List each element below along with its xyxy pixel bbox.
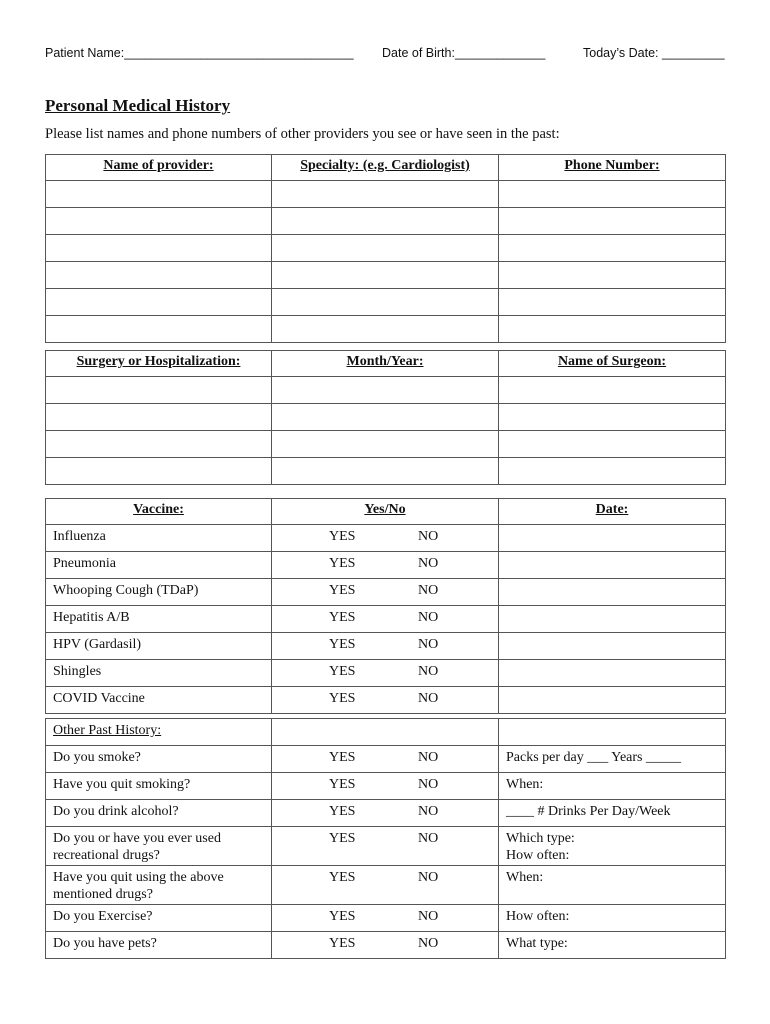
no-option[interactable]: NO: [418, 777, 439, 792]
drug-frequency-label: How often:: [506, 848, 570, 863]
yes-option[interactable]: YES: [329, 750, 356, 765]
phone-cell[interactable]: [499, 316, 726, 343]
date-cell[interactable]: [499, 633, 726, 660]
history-question: Have you quit using the above mentioned drugs?: [46, 866, 272, 905]
no-option[interactable]: NO: [418, 637, 439, 652]
no-option[interactable]: NO: [418, 750, 439, 765]
table-row: [46, 316, 726, 343]
date-cell[interactable]: [499, 525, 726, 552]
yes-option[interactable]: YES: [329, 831, 356, 846]
no-option[interactable]: NO: [418, 936, 439, 951]
no-option[interactable]: NO: [418, 831, 439, 846]
history-detail[interactable]: How often:: [499, 905, 726, 932]
surgery-cell[interactable]: [46, 458, 272, 485]
table-row: [46, 800, 726, 827]
yes-option[interactable]: YES: [329, 870, 356, 885]
page-title: Personal Medical History: [45, 96, 231, 115]
providers-table: [45, 154, 726, 343]
vaccine-name: HPV (Gardasil): [46, 633, 272, 660]
history-detail[interactable]: When:: [499, 866, 726, 905]
yes-option[interactable]: YES: [329, 529, 356, 544]
blank-header-cell: [499, 719, 726, 746]
column-header: Other Past History:: [46, 719, 272, 746]
yes-no-cell: [272, 932, 499, 959]
phone-cell[interactable]: [499, 181, 726, 208]
table-row: [46, 235, 726, 262]
yes-no-cell: [272, 866, 499, 905]
table-row: [46, 633, 726, 660]
surgery-cell[interactable]: [46, 431, 272, 458]
yes-option[interactable]: YES: [329, 936, 356, 951]
no-option[interactable]: NO: [418, 664, 439, 679]
specialty-cell[interactable]: [272, 208, 499, 235]
date-cell[interactable]: [499, 552, 726, 579]
column-header: Yes/No: [272, 499, 499, 525]
history-question: Have you quit smoking?: [46, 773, 272, 800]
provider-name-cell[interactable]: [46, 289, 272, 316]
table-header-row: [46, 499, 726, 525]
history-question: Do you smoke?: [46, 746, 272, 773]
no-option[interactable]: NO: [418, 556, 439, 571]
past-history-table: [45, 718, 726, 959]
history-detail[interactable]: What type:: [499, 932, 726, 959]
table-row: [46, 866, 726, 905]
history-detail[interactable]: Packs per day ___ Years _____: [499, 746, 726, 773]
table-row: [46, 579, 726, 606]
yes-option[interactable]: YES: [329, 777, 356, 792]
table-row: [46, 660, 726, 687]
date-cell[interactable]: [499, 579, 726, 606]
table-row: [46, 208, 726, 235]
column-header: Month/Year:: [272, 351, 499, 377]
specialty-cell[interactable]: [272, 262, 499, 289]
table-row: [46, 289, 726, 316]
month-year-cell[interactable]: [272, 458, 499, 485]
history-detail[interactable]: ____ # Drinks Per Day/Week: [499, 800, 726, 827]
history-detail[interactable]: When:: [499, 773, 726, 800]
provider-name-cell[interactable]: [46, 262, 272, 289]
column-header: Specialty: (e.g. Cardiologist): [272, 155, 499, 181]
phone-cell[interactable]: [499, 262, 726, 289]
column-header: Surgery or Hospitalization:: [46, 351, 272, 377]
table-row: [46, 687, 726, 714]
specialty-cell[interactable]: [272, 235, 499, 262]
column-header: Phone Number:: [499, 155, 726, 181]
phone-cell[interactable]: [499, 235, 726, 262]
specialty-cell[interactable]: [272, 181, 499, 208]
yes-no-cell: [272, 525, 499, 552]
specialty-cell[interactable]: [272, 316, 499, 343]
yes-no-cell: [272, 746, 499, 773]
surgery-cell[interactable]: [46, 377, 272, 404]
instruction-text: Please list names and phone numbers of other providers you see or have seen in the past:: [45, 126, 560, 142]
vaccine-name: Shingles: [46, 660, 272, 687]
column-header: Name of provider:: [46, 155, 272, 181]
date-cell[interactable]: [499, 687, 726, 714]
history-question: Do you or have you ever used recreational drugs?: [46, 827, 272, 866]
yes-no-cell: [272, 606, 499, 633]
table-row: [46, 262, 726, 289]
table-header-row: [46, 351, 726, 377]
provider-name-cell[interactable]: [46, 181, 272, 208]
yes-option[interactable]: YES: [329, 637, 356, 652]
patient-name-field[interactable]: Patient Name:_________________________________: [45, 46, 354, 60]
yes-no-cell: [272, 579, 499, 606]
table-header-row: [46, 155, 726, 181]
table-row: [46, 377, 726, 404]
surgery-cell[interactable]: [46, 404, 272, 431]
yes-option[interactable]: YES: [329, 664, 356, 679]
yes-option[interactable]: YES: [329, 556, 356, 571]
vaccine-name: Whooping Cough (TDaP): [46, 579, 272, 606]
vaccine-name: Influenza: [46, 525, 272, 552]
surgeon-cell[interactable]: [499, 404, 726, 431]
history-detail[interactable]: [499, 827, 726, 866]
todays-date-field[interactable]: Today’s Date: _________: [583, 46, 725, 60]
yes-no-cell: [272, 773, 499, 800]
yes-no-cell: [272, 687, 499, 714]
table-row: [46, 404, 726, 431]
date-cell[interactable]: [499, 660, 726, 687]
yes-no-cell: [272, 660, 499, 687]
column-header: Date:: [499, 499, 726, 525]
yes-option[interactable]: YES: [329, 583, 356, 598]
surgeon-cell[interactable]: [499, 377, 726, 404]
yes-option[interactable]: YES: [329, 691, 356, 706]
table-row: [46, 606, 726, 633]
provider-name-cell[interactable]: [46, 316, 272, 343]
no-option[interactable]: NO: [418, 804, 439, 819]
vaccine-table: [45, 498, 726, 714]
no-option[interactable]: NO: [418, 909, 439, 924]
history-question: Do you Exercise?: [46, 905, 272, 932]
yes-option[interactable]: YES: [329, 909, 356, 924]
column-header: Name of Surgeon:: [499, 351, 726, 377]
no-option[interactable]: NO: [418, 870, 439, 885]
yes-option[interactable]: YES: [329, 804, 356, 819]
phone-cell[interactable]: [499, 208, 726, 235]
surgery-table: [45, 350, 726, 485]
table-row: [46, 932, 726, 959]
table-row: [46, 525, 726, 552]
table-row: [46, 552, 726, 579]
table-row: [46, 746, 726, 773]
yes-no-cell: [272, 905, 499, 932]
yes-no-cell: [272, 827, 499, 866]
column-header: Vaccine:: [46, 499, 272, 525]
table-row: [46, 458, 726, 485]
table-row: [46, 827, 726, 866]
provider-name-cell[interactable]: [46, 208, 272, 235]
no-option[interactable]: NO: [418, 610, 439, 625]
surgeon-cell[interactable]: [499, 458, 726, 485]
drug-type-label: Which type:: [506, 831, 575, 846]
yes-no-cell: [272, 552, 499, 579]
vaccine-name: Hepatitis A/B: [46, 606, 272, 633]
no-option[interactable]: NO: [418, 691, 439, 706]
month-year-cell[interactable]: [272, 377, 499, 404]
no-option[interactable]: NO: [418, 583, 439, 598]
table-header-row: [46, 719, 726, 746]
specialty-cell[interactable]: [272, 289, 499, 316]
table-row: [46, 773, 726, 800]
month-year-cell[interactable]: [272, 404, 499, 431]
table-row: [46, 181, 726, 208]
date-cell[interactable]: [499, 606, 726, 633]
date-of-birth-field[interactable]: Date of Birth:_____________: [382, 46, 546, 60]
table-row: [46, 431, 726, 458]
month-year-cell[interactable]: [272, 431, 499, 458]
table-row: [46, 905, 726, 932]
blank-header-cell: [272, 719, 499, 746]
yes-option[interactable]: YES: [329, 610, 356, 625]
history-question: Do you have pets?: [46, 932, 272, 959]
vaccine-name: COVID Vaccine: [46, 687, 272, 714]
provider-name-cell[interactable]: [46, 235, 272, 262]
vaccine-name: Pneumonia: [46, 552, 272, 579]
no-option[interactable]: NO: [418, 529, 439, 544]
surgeon-cell[interactable]: [499, 431, 726, 458]
yes-no-cell: [272, 800, 499, 827]
phone-cell[interactable]: [499, 289, 726, 316]
history-question: Do you drink alcohol?: [46, 800, 272, 827]
yes-no-cell: [272, 633, 499, 660]
patient-header: [45, 46, 727, 66]
